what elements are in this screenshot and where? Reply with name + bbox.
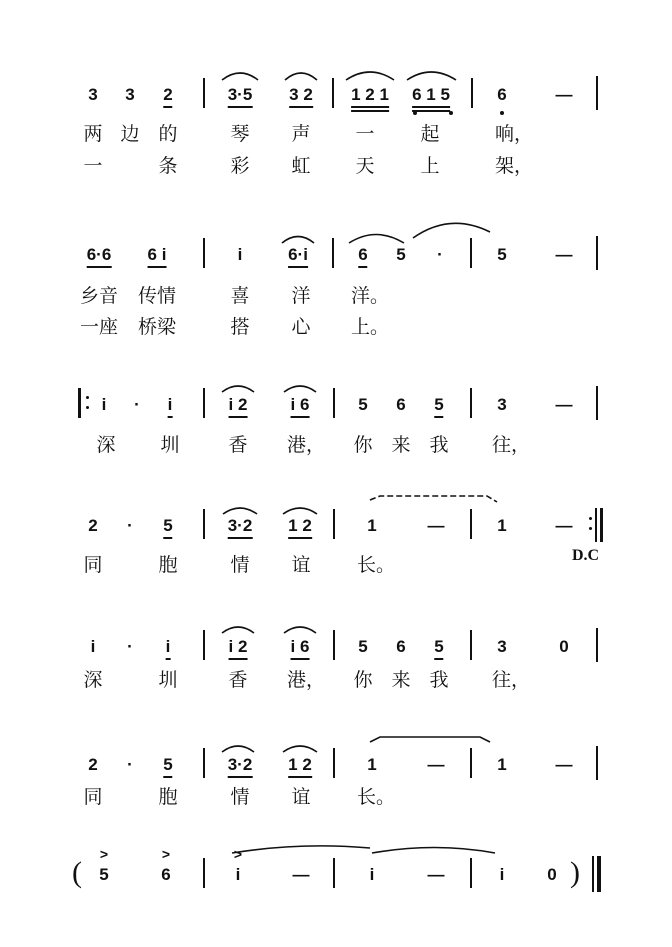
accent-mark: > [99,846,109,862]
lyric: 虹 [291,155,311,177]
lyric: 起 [420,123,440,145]
note: 5 [434,395,443,418]
note: 1 [367,755,377,774]
dot: · [437,245,443,264]
note: i [166,637,171,660]
note: 3 [125,85,135,104]
note: i [237,245,243,264]
note: 3·5 [228,85,253,108]
lyric: 你 [353,669,373,691]
dash: — [555,516,573,535]
barline [203,78,205,108]
note: 6 [497,85,507,104]
barline [203,509,205,539]
note: 3 [497,395,507,414]
lyric: 乡音 [79,285,119,307]
note: 5 [163,516,172,539]
dot: · [127,755,133,774]
lyric: 喜 [230,285,250,307]
repeat-end [595,508,597,542]
barline [470,238,472,268]
lyric: 长。 [356,554,396,576]
dash: — [427,755,445,774]
lyric: 情 [230,786,250,808]
lyric: 两 [83,123,103,145]
close-paren: ) [570,856,580,889]
barline [470,630,472,660]
dash: — [292,865,310,884]
lyric: 声 [291,123,311,145]
barline [470,858,472,888]
lyric: 上。 [350,316,390,338]
low-octave-dot [500,111,504,115]
note: 3·2 [228,516,253,539]
dash: — [555,245,573,264]
accent-mark: > [233,846,243,862]
lyric: 长。 [356,786,396,808]
lyric: 我 [429,434,449,456]
lyric: 深 [96,434,116,456]
note: 5 [99,865,109,884]
lyric: 香 [228,434,248,456]
lyric: 我 [429,669,449,691]
note: 6 [396,395,406,414]
lyric: 心 [291,316,311,338]
note: 5 [163,755,172,778]
note: 1 [497,516,507,535]
lyric: 洋 [291,285,311,307]
lyric: 搭 [230,316,250,338]
rest: 0 [547,865,557,884]
lyric: 来 [391,434,411,456]
note: i 2 [229,637,248,660]
note: 5 [497,245,507,264]
repeat-start [78,388,81,418]
barline [333,748,335,778]
open-paren: ( [72,856,82,889]
barline [596,386,598,420]
lyric: 谊 [291,554,311,576]
repeat-dot [86,396,89,399]
lyric: 同 [83,554,103,576]
note: i 6 [291,395,310,418]
barline [333,509,335,539]
note: 1 [367,516,377,535]
lyric: 同 [83,786,103,808]
repeat-end [600,508,603,542]
note: 6 i [148,245,167,268]
lyric: 胞 [158,786,178,808]
lyric: 边 [120,123,140,145]
dot: · [127,516,133,535]
final-barline [597,856,601,892]
final-barline [592,856,594,892]
barline [332,238,334,268]
note: 6 [396,637,406,656]
lyric: 一 [355,123,375,145]
note: 6·i [288,245,308,268]
barline [203,238,205,268]
note: 1 2 1 [351,85,389,108]
lyric: 彩 [230,155,250,177]
note: 3 [88,85,98,104]
note: i [90,637,96,656]
note: 5 [434,637,443,660]
note: i 2 [229,395,248,418]
barline [596,76,598,110]
note: 2 [163,85,172,108]
barline [203,630,205,660]
note: 2 [88,516,98,535]
dash: — [555,755,573,774]
barline [470,509,472,539]
note: 5 [396,245,406,264]
lyric: 洋。 [350,285,390,307]
repeat-dot [589,527,592,530]
note: 6 [358,245,367,268]
lyric: 你 [353,434,373,456]
barline [333,630,335,660]
lyric: 圳 [158,669,178,691]
barline [203,858,205,888]
note: i [101,395,107,414]
note: 3 2 [289,85,313,108]
barline [332,78,334,108]
barline [203,388,205,418]
lyric: 往， [491,434,531,456]
lyric: 情 [230,554,250,576]
dot: · [134,395,140,414]
rest: 0 [559,637,569,656]
note: 1 [497,755,507,774]
lyric: 条 [158,155,178,177]
barline [471,78,473,108]
note: i [499,865,505,884]
dot: · [127,637,133,656]
repeat-dot [86,406,89,409]
barline [470,748,472,778]
note: 1 2 [288,516,312,539]
note: 3·2 [228,755,253,778]
lyric: 来 [391,669,411,691]
note: 5 [358,395,368,414]
lyric: 桥梁 [137,316,177,338]
lyric: 一 [83,155,103,177]
lyric: 琴 [230,123,250,145]
note: 6·6 [87,245,112,268]
note: i 6 [291,637,310,660]
dash: — [555,395,573,414]
lyric: 天 [355,155,375,177]
note: i [168,395,173,418]
low-octave-dot [449,111,453,115]
lyric: 深 [83,669,103,691]
note: i [235,865,241,884]
note: 6 [161,865,171,884]
lyric: 港， [286,434,326,456]
barline [333,858,335,888]
dash: — [427,865,445,884]
lyric: 响， [494,123,534,145]
repeat-dot [589,517,592,520]
lyric: 香 [228,669,248,691]
low-octave-dot [413,111,417,115]
note: 1 2 [288,755,312,778]
note: i [369,865,375,884]
dash: — [555,85,573,104]
lyric: 港， [286,669,326,691]
lyric: 圳 [160,434,180,456]
accent-mark: > [161,846,171,862]
note: 2 [88,755,98,774]
barline [596,628,598,662]
barline [596,236,598,270]
barline [333,388,335,418]
note: 6 1 5 [412,85,450,108]
barline [470,388,472,418]
lyric: 谊 [291,786,311,808]
barline [596,746,598,780]
note: 5 [358,637,368,656]
lyric: 传情 [137,285,177,307]
lyric: 一座 [79,316,119,338]
lyric: 往， [491,669,531,691]
lyric: 上 [420,155,440,177]
dc-mark: D.C [572,547,600,564]
barline [203,748,205,778]
note: 3 [497,637,507,656]
dash: — [427,516,445,535]
lyric: 胞 [158,554,178,576]
lyric: 架， [494,155,534,177]
lyric: 的 [158,123,178,145]
